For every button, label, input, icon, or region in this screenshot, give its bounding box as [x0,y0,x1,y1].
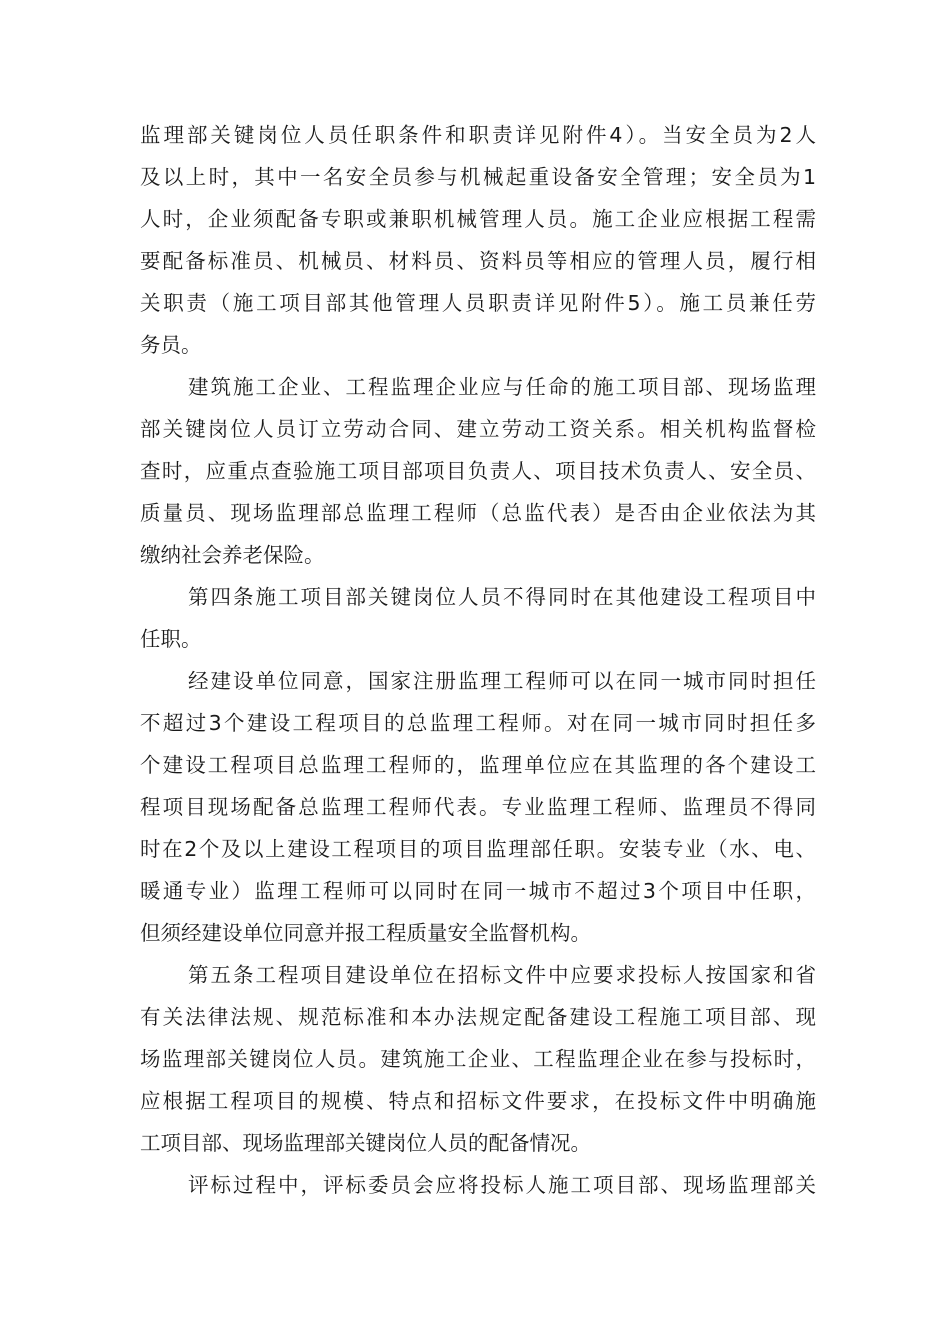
document-body [140,114,816,1206]
text-line: 应根据工程项目的规模、特点和招标文件要求，在投标文件中明确施 [140,1089,816,1113]
text-line: 关职责（施工项目部其他管理人员职责详见附件5）。施工员兼任劳 [140,291,816,315]
text-line: 暖通专业）监理工程师可以同时在同一城市不超过3个项目中任职， [140,879,816,903]
text-line: 场监理部关键岗位人员。建筑施工企业、工程监理企业在参与投标时， [140,1047,816,1071]
text-line: 第四条施工项目部关键岗位人员不得同时在其他建设工程项目中 [188,585,816,609]
text-line: 个建设工程项目总监理工程师的，监理单位应在其监理的各个建设工 [140,753,816,777]
text-line: 时在2个及以上建设工程项目的项目监理部任职。安装专业（水、电、 [140,837,816,861]
text-line: 部关键岗位人员订立劳动合同、建立劳动工资关系。相关机构监督检 [140,417,816,441]
text-line: 要配备标准员、机械员、材料员、资料员等相应的管理人员，履行相 [140,249,816,273]
text-line: 不超过3个建设工程项目的总监理工程师。对在同一城市同时担任多 [140,711,816,735]
text-line: 及以上时，其中一名安全员参与机械起重设备安全管理；安全员为1 [140,165,816,189]
text-line: 任职。 [140,627,202,651]
text-line: 质量员、现场监理部总监理工程师（总监代表）是否由企业依法为其 [140,501,816,525]
text-line: 工项目部、现场监理部关键岗位人员的配备情况。 [140,1131,591,1155]
text-line: 经建设单位同意，国家注册监理工程师可以在同一城市同时担任 [188,669,816,693]
text-line: 查时，应重点查验施工项目部项目负责人、项目技术负责人、安全员、 [140,459,816,483]
text-line: 务员。 [140,333,202,357]
text-line: 评标过程中，评标委员会应将投标人施工项目部、现场监理部关 [188,1173,816,1197]
text-line: 有关法律法规、规范标准和本办法规定配备建设工程施工项目部、现 [140,1005,816,1029]
text-line: 缴纳社会养老保险。 [140,543,325,567]
text-line: 监理部关键岗位人员任职条件和职责详见附件4）。当安全员为2人 [140,123,816,147]
text-line: 但须经建设单位同意并报工程质量安全监督机构。 [140,921,591,945]
text-line: 第五条工程项目建设单位在招标文件中应要求投标人按国家和省 [188,963,816,987]
text-line: 人时，企业须配备专职或兼职机械管理人员。施工企业应根据工程需 [140,207,816,231]
text-line: 程项目现场配备总监理工程师代表。专业监理工程师、监理员不得同 [140,795,816,819]
text-line: 建筑施工企业、工程监理企业应与任命的施工项目部、现场监理 [188,375,816,399]
